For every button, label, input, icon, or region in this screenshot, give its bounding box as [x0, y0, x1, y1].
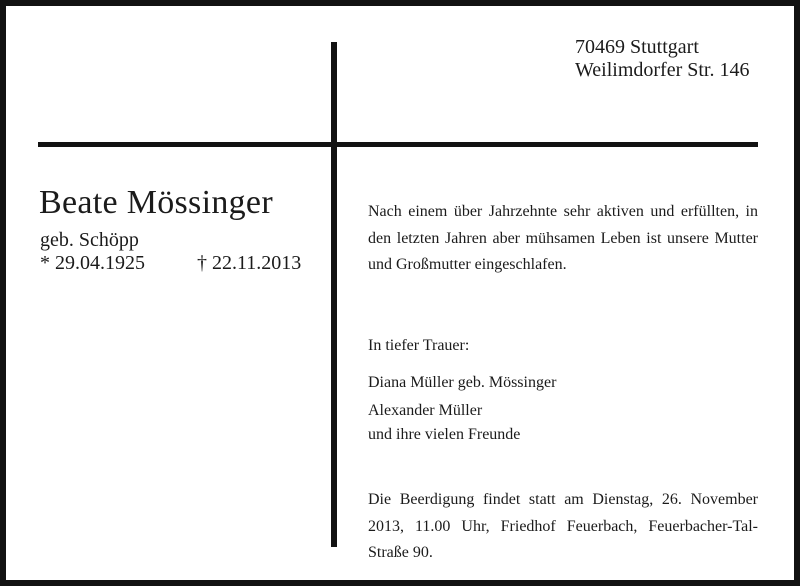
obituary-text: Nach einem über Jahrzehnte sehr aktiven und erfüllten, in den letzten Jahren aber mühsamen Leben ist unsere Mutter und Großmutter eingeschlafen.: [368, 203, 758, 273]
memorial-cross-vertical-line: [331, 42, 337, 547]
mourner-name: Alexander Müller: [368, 402, 483, 419]
mourning-intro: In tiefer Trauer:: [368, 337, 470, 354]
address-street: Weilimdorfer Str. 146: [575, 59, 750, 81]
memorial-cross-horizontal-line: [38, 142, 758, 147]
mourners-list: [368, 369, 758, 425]
life-dates: [40, 252, 301, 275]
birth-date: * 29.04.1925: [40, 252, 145, 274]
mourner-name: Diana Müller geb. Mössinger: [368, 374, 557, 391]
deceased-name: Beate Mössinger: [39, 184, 273, 221]
maiden-name: geb. Schöpp: [40, 229, 139, 251]
address-city: 70469 Stuttgart: [575, 36, 699, 58]
mourning-additional: und ihre vielen Freunde: [368, 426, 521, 443]
funeral-text: Die Beerdigung findet statt am Dienstag, 26. November 2013, 11.00 Uhr, Friedhof Feuerbach, Feuerbacher-Tal-Straße 90.: [368, 491, 758, 561]
address-block: [575, 36, 749, 82]
death-date: † 22.11.2013: [197, 252, 302, 274]
